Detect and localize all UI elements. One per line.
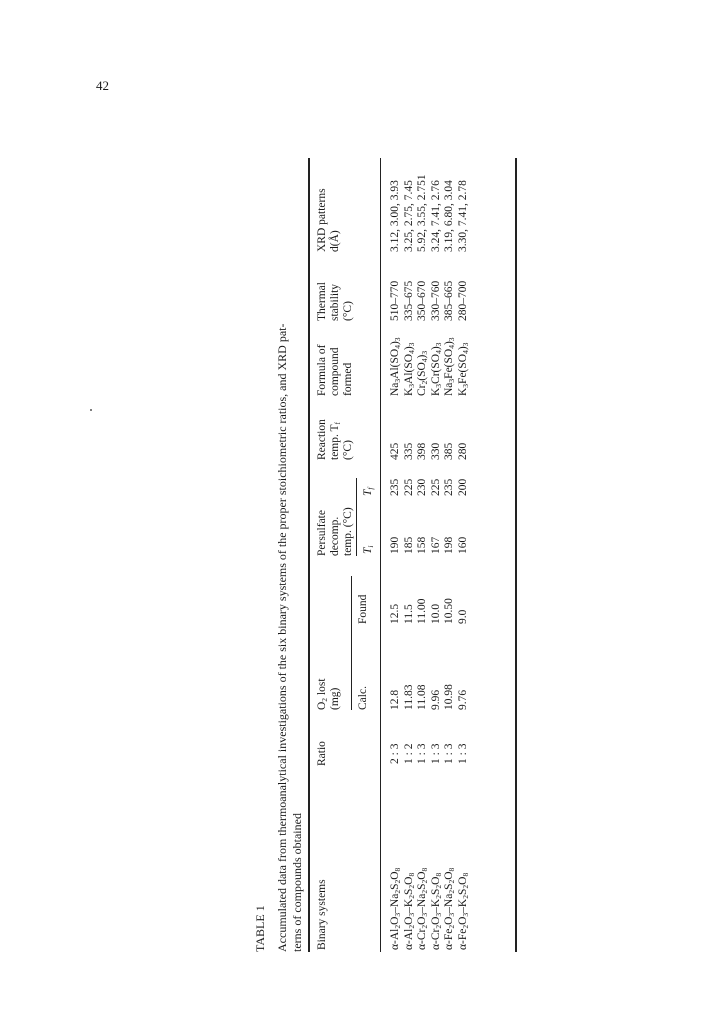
header-ratio: Ratio [316,741,328,766]
cell-ratio: 1 : 2 [402,743,415,764]
cell-stability: 385–665 [443,280,456,321]
header-tf: $T_f$ [362,487,375,496]
header-ti: $T_i$ [362,545,375,554]
cell-found: 10.50 [443,598,456,624]
cell-reaction: 335 [402,442,415,460]
header-stability-3: (°C) [342,301,354,321]
header-xrd-2: d(Å) [329,230,341,252]
cell-calc: 10.98 [443,684,456,710]
cell-calc: 9.96 [429,689,442,710]
cell-ti: 185 [402,536,415,554]
page-number: 42 [96,78,109,93]
rotated-table [250,154,520,952]
header-reaction-3: (°C) [342,440,354,460]
cell-system: $\alpha-Cr_2O_3-K_2S_2O_8$ [429,872,443,950]
cell-calc: 12.8 [389,689,401,710]
cell-ti: 160 [457,536,469,554]
cell-system: $\alpha-Al_2O_3-Na_2S_2O_8$ [389,867,402,950]
cell-ti: 190 [389,536,401,554]
cell-stability: 330–760 [429,280,442,321]
cell-ratio: 1 : 3 [443,743,456,764]
o2-lost-spanner-rule [351,576,352,710]
cell-reaction: 425 [389,442,401,460]
cell-formula: $Na_3Al(SO_4)_3$ [389,337,402,396]
cell-formula: $K_3Cr(SO_4)_3$ [429,342,443,396]
table-label: TABLE 1 [253,905,267,952]
header-formula-2: compound [329,347,341,396]
cell-reaction: 385 [443,442,456,460]
cell-stability: 510–770 [389,280,401,321]
cell-found: 9.0 [457,609,469,624]
cell-ti: 167 [429,536,442,554]
persulfate-spanner-rule [356,478,357,556]
cell-system: $\alpha-Fe_2O_3-Na_2S_2O_8$ [443,867,457,950]
header-o2-lost: $O_2$ lost [316,678,329,710]
cell-found: 11.5 [402,604,415,624]
top-rule [308,158,310,952]
cell-ratio: 2 : 3 [389,743,401,764]
table-caption-line-1: Accumulated data from thermoanalytical investigations of the six binary systems of the proper stoichiometric ratios, and XRD pat- [275,323,289,952]
cell-xrd: 3.12, 3.00, 3.93 [389,180,401,252]
cell-reaction: 330 [429,442,442,460]
cell-xrd: 5.92, 3.55, 2.751 [416,174,429,252]
cell-formula: $Na_3Fe(SO_4)_3$ [443,337,457,396]
header-persulfate-3: temp. (°C) [342,507,354,556]
stray-dot [90,409,92,411]
cell-formula: $K_3Al(SO_4)_3$ [402,342,416,396]
cell-found: 12.5 [389,603,401,624]
header-found: Found [357,594,369,624]
header-o2-lost-unit: (mg) [329,687,341,710]
cell-formula: $Cr_2(SO_4)_3$ [416,350,430,396]
cell-found: 10.0 [429,603,442,624]
header-persulfate-1: Persulfate [316,510,328,556]
cell-tf: 225 [402,478,415,496]
cell-ratio: 1 : 3 [457,743,469,764]
cell-xrd: 3.30, 7.41, 2.78 [457,180,469,252]
cell-ratio: 1 : 3 [429,743,442,764]
cell-tf: 225 [429,478,442,496]
cell-calc: 11.83 [402,684,415,710]
cell-xrd: 3.19, 6.80, 3.04 [443,180,456,252]
cell-xrd: 3.24, 7.41, 2.76 [429,180,442,252]
header-rule [380,158,381,952]
cell-reaction: 280 [457,442,469,460]
cell-xrd: 3.25, 2.75, 7.45 [402,180,415,252]
bottom-rule [515,158,517,952]
cell-stability: 280–700 [457,280,469,321]
cell-found: 11.00 [416,598,429,624]
cell-system: $\alpha-Cr_2O_3-Na_2S_2O_8$ [416,867,430,950]
cell-ratio: 1 : 3 [416,743,429,764]
header-xrd-1: XRD patterns [316,188,328,252]
header-formula-3: formed [342,362,354,396]
cell-stability: 335–675 [402,280,415,321]
header-reaction-2: temp. $T_f$ [329,421,342,460]
cell-formula: $K_3Fe(SO_4)_3$ [457,342,470,396]
cell-tf: 230 [416,478,429,496]
cell-system: $\alpha-Al_2O_3-K_2S_2O_8$ [402,872,416,950]
cell-ti: 198 [443,536,456,554]
cell-reaction: 398 [416,442,429,460]
header-stability-1: Thermal [316,282,328,321]
cell-calc: 9.76 [457,689,469,710]
header-calc: Calc. [357,686,369,710]
cell-tf: 200 [457,478,469,496]
header-reaction-1: Reaction [316,419,328,460]
cell-tf: 235 [389,478,401,496]
cell-stability: 350–670 [416,280,429,321]
header-persulfate-2: decomp. [329,516,341,556]
cell-calc: 11.08 [416,684,429,710]
cell-ti: 158 [416,536,429,554]
table-caption-line-2: terns of compounds obtained [290,813,304,952]
cell-system: $\alpha-Fe_2O_3-K_2S_2O_8$ [457,872,470,950]
header-formula-1: Formula of [316,344,328,396]
cell-tf: 235 [443,478,456,496]
header-binary-systems: Binary systems [316,879,328,950]
header-stability-2: stability [329,283,341,321]
